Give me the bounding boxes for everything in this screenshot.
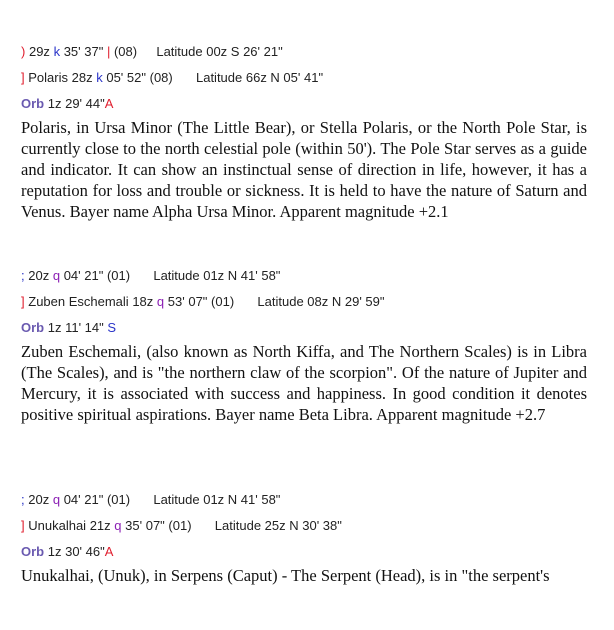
sign-glyph: q (114, 518, 122, 533)
position-degree: 29z (28, 44, 50, 59)
retro-marker: | (106, 44, 111, 59)
house-number: (01) (106, 492, 131, 507)
house-number: (01) (106, 268, 131, 283)
orb-label: Orb (21, 544, 45, 559)
sign-glyph: q (52, 492, 61, 507)
planet-glyph: ) (21, 44, 26, 59)
star-description: Polaris, in Ursa Minor (The Little Bear), or Stella Polaris, or the North Pole Star, is currently close to the north celestial pole (within 50'). The Pole Star serves as a guide and indicator. It can show an instinctual sense of direction in life, however, it has a reputation for loss and trouble or sickness. It is held to have the nature of Saturn and Venus. Bayer name Alpha Ursa Minor. Apparent magnitude +2.1 (21, 118, 587, 221)
orb-value: 1z 30' 46" (47, 544, 105, 559)
latitude: Latitude 08z N 29' 59" (257, 294, 385, 309)
planet-glyph: ; (21, 268, 25, 283)
latitude: Latitude 66z N 05' 41" (195, 70, 324, 85)
sign-glyph: q (52, 268, 61, 283)
house-number: (08) (113, 44, 138, 59)
planet-position-line (21, 44, 283, 60)
position-degree: 20z (28, 268, 50, 283)
position-degree: 18z (132, 294, 154, 309)
latitude: Latitude 25z N 30' 38" (214, 518, 342, 533)
planet-glyph: ; (21, 492, 25, 507)
star-description: Unukalhai, (Unuk), in Serpens (Caput) - The Serpent (Head), is in "the serpent's (21, 566, 550, 585)
position-minutes: 04' 21" (63, 492, 104, 507)
sign-glyph: k (96, 70, 103, 85)
house-number: (01) (211, 294, 235, 309)
orb-label: Orb (21, 96, 45, 111)
position-minutes: 04' 21" (63, 268, 104, 283)
orb-flag: A (104, 96, 114, 111)
star-glyph: ] (21, 70, 25, 85)
sign-glyph: k (53, 44, 61, 59)
position-degree: 28z (71, 70, 93, 85)
position-minutes: 35' 37" (63, 44, 104, 59)
planet-position-line (21, 492, 280, 508)
orb-line (21, 320, 116, 336)
star-position-line (21, 70, 323, 86)
star-glyph: ] (21, 294, 25, 309)
orb-value: 1z 29' 44" (47, 96, 105, 111)
latitude: Latitude 01z N 41' 58" (153, 492, 281, 507)
star-position-line (21, 294, 385, 310)
planet-position-line (21, 268, 280, 284)
house-number: (08) (149, 70, 173, 85)
star-glyph: ] (21, 518, 25, 533)
orb-line (21, 544, 113, 560)
sign-glyph: q (156, 294, 165, 309)
orb-line (21, 96, 113, 112)
star-description: Zuben Eschemali, (also known as North Kiffa, and The Northern Scales) is in Libra (The Scales), and is "the northern claw of the scorpion". Of the nature of Jupiter and Mercury, it is associated with success and happiness. In good condition it denotes positive spiritual aspirations. Bayer name Beta Libra. Apparent magnitude +2.7 (21, 342, 587, 424)
position-minutes: 53' 07" (167, 294, 208, 309)
orb-label: Orb (21, 320, 45, 335)
latitude: Latitude 01z N 41' 58" (153, 268, 281, 283)
house-number: (01) (168, 518, 192, 533)
orb-flag: S (107, 320, 117, 335)
orb-value: 1z 11' 14" (47, 320, 104, 335)
position-minutes: 05' 52" (106, 70, 146, 85)
star-name: Polaris (28, 70, 68, 85)
position-minutes: 35' 07" (125, 518, 165, 533)
star-position-line (21, 518, 342, 534)
orb-flag: A (104, 544, 114, 559)
star-name: Zuben Eschemali (28, 294, 129, 309)
position-degree: 20z (28, 492, 50, 507)
latitude: Latitude 00z S 26' 21" (156, 44, 283, 59)
position-degree: 21z (89, 518, 111, 533)
star-name: Unukalhai (28, 518, 87, 533)
